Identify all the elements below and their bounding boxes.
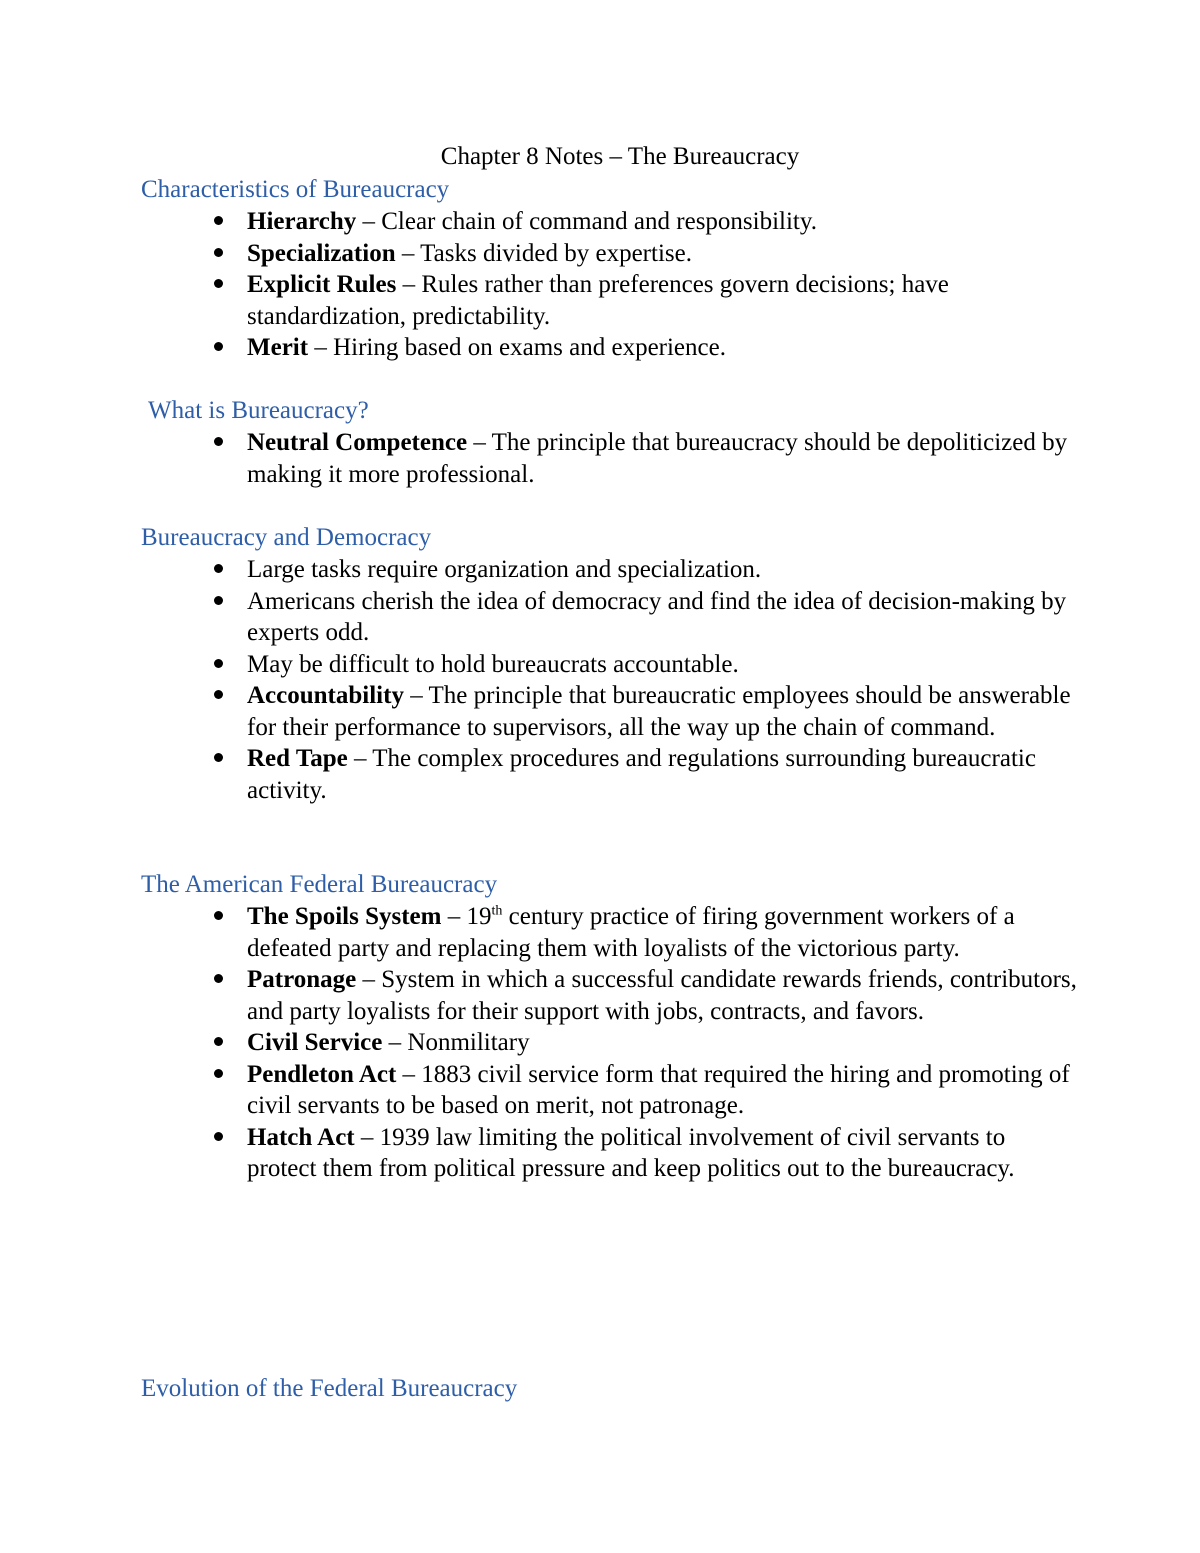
list-item xyxy=(247,649,1077,681)
section-heading-characteristics: Characteristics of Bureaucracy xyxy=(141,176,450,203)
section-heading-federal: The American Federal Bureaucracy xyxy=(141,871,498,898)
list-item xyxy=(247,680,1077,743)
definition: – 1939 law limiting the political involvement of civil servants to protect them from political pressure and keep politics out to the bureaucracy. xyxy=(247,1123,1015,1182)
term: Hatch Act xyxy=(247,1123,355,1151)
bullet-icon xyxy=(214,1069,223,1078)
bullet-icon xyxy=(214,1037,223,1046)
list-item xyxy=(247,586,1077,649)
ordinal-suffix: th xyxy=(491,903,503,919)
bullet-icon xyxy=(214,216,223,225)
list-item xyxy=(247,964,1077,1027)
definition-prefix: – 19 xyxy=(441,903,492,930)
bullet-icon xyxy=(214,596,223,605)
list-what-is xyxy=(0,427,1077,490)
definition: – The complex procedures and regulations surrounding bureaucratic activity. xyxy=(247,745,1036,804)
definition: – Tasks divided by expertise. xyxy=(395,239,692,267)
definition: – 1883 civil service form that required the hiring and promoting of civil servants to be based on merit, not patronage. xyxy=(247,1060,1070,1119)
term: Neutral Competence xyxy=(247,429,468,456)
bullet-icon xyxy=(214,248,223,257)
list-item xyxy=(247,332,1077,364)
list-item xyxy=(247,1027,1077,1059)
definition: – System in which a successful candidate rewards friends, contributors, and party loyalists for their support with jobs, contracts, and favors. xyxy=(247,966,1077,1025)
term: The Spoils System xyxy=(247,903,442,930)
definition: – The principle that bureaucratic employees should be answerable for their performance to supervisors, all the way up the chain of command. xyxy=(247,682,1071,741)
term: Merit xyxy=(247,334,309,361)
definition: – Rules rather than preferences govern decisions; have standardization, predictability. xyxy=(247,271,949,330)
list-item xyxy=(247,427,1077,490)
list-democracy xyxy=(0,554,1077,806)
term: Pendleton Act xyxy=(247,1060,397,1088)
definition: – Nonmilitary xyxy=(382,1029,530,1056)
list-item xyxy=(247,1122,1077,1185)
list-item xyxy=(247,269,1077,332)
definition: – The principle that bureaucracy should be depoliticized by making it more professional. xyxy=(247,429,1068,488)
definition: – Clear chain of command and responsibility. xyxy=(356,208,818,235)
bullet-icon xyxy=(214,690,223,699)
list-item xyxy=(247,238,1077,270)
bullet-icon xyxy=(214,437,223,446)
definition: – Hiring based on exams and experience. xyxy=(308,334,726,361)
bullet-icon xyxy=(214,564,223,573)
list-item xyxy=(247,743,1077,806)
bullet-icon xyxy=(214,974,223,983)
list-item xyxy=(247,901,1077,964)
list-characteristics xyxy=(0,206,1077,364)
definition: Large tasks require organization and specialization. xyxy=(247,556,762,583)
bullet-icon xyxy=(214,342,223,351)
bullet-icon xyxy=(214,279,223,288)
list-federal xyxy=(0,901,1077,1185)
definition: century practice of firing government workers of a defeated party and replacing them with loyalists of the victorious party. xyxy=(247,903,1015,962)
bullet-icon xyxy=(214,659,223,668)
term: Specialization xyxy=(247,239,396,267)
term: Civil Service xyxy=(247,1029,383,1056)
list-item xyxy=(247,1059,1077,1122)
section-heading-evolution: Evolution of the Federal Bureaucracy xyxy=(141,1375,518,1402)
term: Patronage xyxy=(247,966,357,993)
list-item xyxy=(247,554,1077,586)
list-item xyxy=(247,206,1077,238)
section-heading-democracy: Bureaucracy and Democracy xyxy=(141,524,432,551)
page-title: Chapter 8 Notes – The Bureaucracy xyxy=(440,143,800,170)
bullet-icon xyxy=(214,753,223,762)
term: Red Tape xyxy=(247,745,348,772)
definition: Americans cherish the idea of democracy and find the idea of decision-making by experts odd. xyxy=(247,587,1067,646)
bullet-icon xyxy=(214,1132,223,1141)
term: Hierarchy xyxy=(247,208,357,235)
section-heading-what-is: What is Bureaucracy? xyxy=(148,397,369,424)
term: Accountability xyxy=(247,682,404,709)
definition: May be difficult to hold bureaucrats accountable. xyxy=(247,650,739,678)
bullet-icon xyxy=(214,911,223,920)
term: Explicit Rules xyxy=(247,271,397,298)
